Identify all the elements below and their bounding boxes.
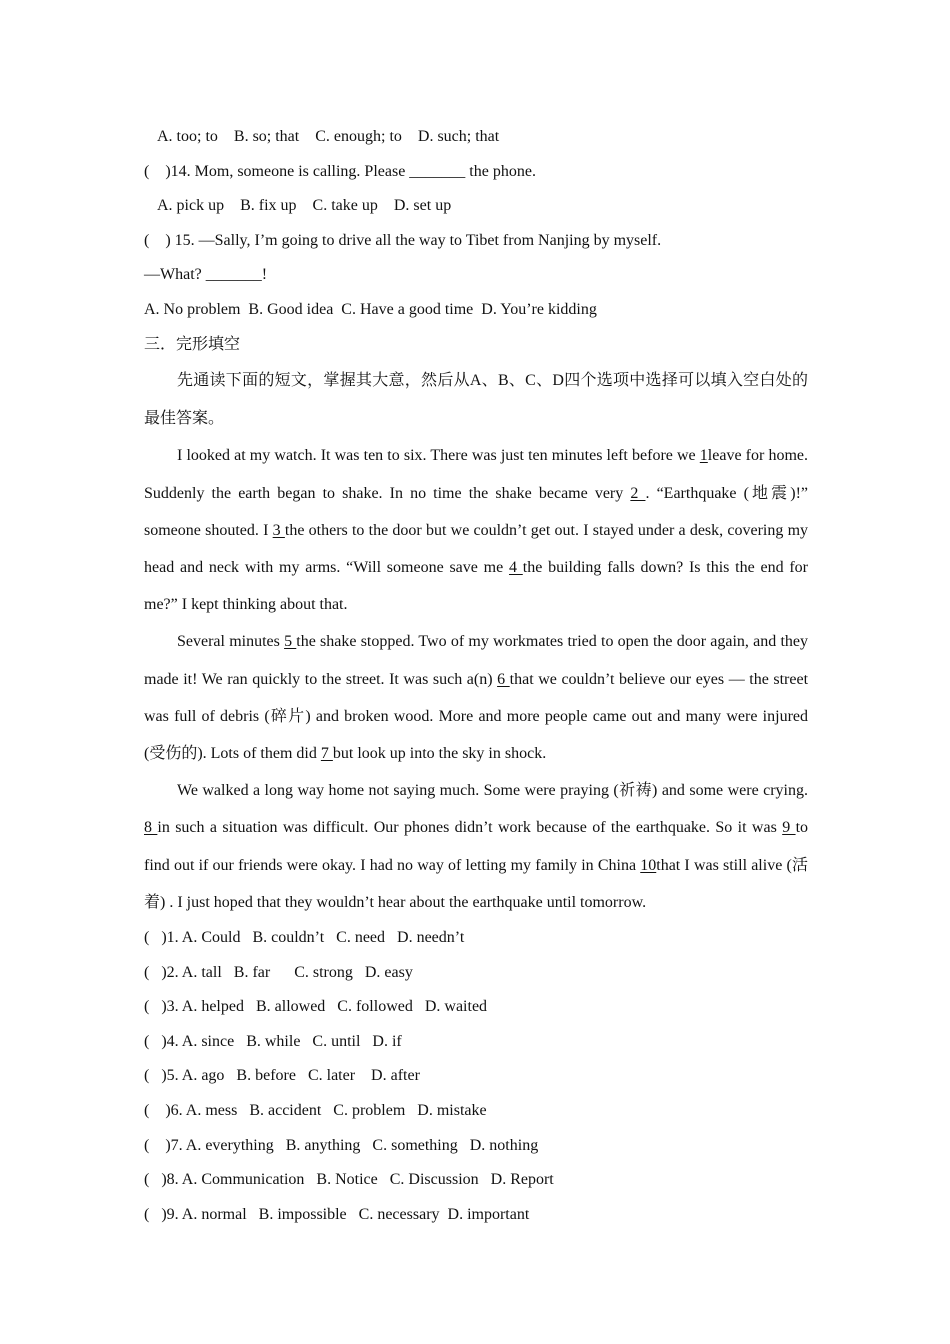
q14-stem: ( )14. Mom, someone is calling. Please _______ the phone.	[144, 162, 536, 180]
question-2: ( )2. A. tall B. far C. strong D. easy	[144, 963, 413, 981]
passage-text: leave for home. Suddenly the earth began to shake. In no time the shake became very	[144, 447, 809, 502]
q15-options: A. No problem B. Good idea C. Have a good time D. You’re kidding	[144, 300, 597, 318]
question-7: ( )7. A. everything B. anything C. something D. nothing	[144, 1136, 539, 1154]
passage-paragraph-3	[144, 772, 808, 921]
question-8: ( )8. A. Communication B. Notice C. Discussion D. Report	[144, 1171, 554, 1189]
blank-2: 2	[630, 484, 646, 502]
passage-text: We walked a long way home not saying much. Some were praying (祈祷) and some were crying.	[177, 782, 808, 800]
passage-text: that we couldn’t believe our eyes — the street was full of debris (碎片) and broken wood. More and more people came out and many were injured (受伤的). Lots of them did	[144, 670, 809, 762]
exam-page	[144, 120, 808, 1232]
q14-options: A. pick up B. fix up C. take up D. set up	[157, 197, 452, 215]
question-3: ( )3. A. helped B. allowed C. followed D. waited	[144, 998, 488, 1016]
passage-paragraph-2	[144, 623, 808, 772]
passage-text: the building falls down? Is this the end for me?” I kept thinking about that.	[144, 558, 809, 614]
section-instruction: 先通读下面的短文，掌握其大意，然后从A、B、C、D四个选项中选择可以填入空白处的最佳答案。	[144, 372, 808, 427]
passage-text: . “Earthquake (地震)!” someone shouted. I	[144, 484, 809, 539]
q15-stem: ( ) 15. —Sally, I’m going to drive all the way to Tibet from Nanjing by myself.	[144, 231, 662, 249]
passage-text: I looked at my watch. It was ten to six. There was just ten minutes left before we	[177, 447, 700, 465]
blank-7: 7	[320, 744, 333, 762]
blank-4: 4	[508, 558, 523, 576]
passage-text: but look up into the sky in shock.	[332, 744, 547, 762]
question-1: ( )1. A. Could B. couldn’t C. need D. needn’t	[144, 928, 465, 946]
q13-options: A. too; to B. so; that C. enough; to D. such; that	[157, 128, 500, 145]
passage-text: to find out if our friends were okay. I had no way of letting my family in China	[144, 819, 809, 874]
blank-10: 10	[640, 856, 657, 874]
section-heading: 三．完形填空	[144, 335, 241, 353]
question-9: ( )9. A. normal B. impossible C. necessary D. important	[144, 1205, 530, 1223]
passage-paragraph-1	[144, 437, 808, 623]
question-5: ( )5. A. ago B. before C. later D. after	[144, 1067, 420, 1085]
passage-text: that I was still alive (活着) . I just hoped that they wouldn’t hear about the earthquake until tomorrow.	[144, 856, 808, 911]
question-4: ( )4. A. since B. while C. until D. if	[144, 1032, 402, 1050]
blank-8: 8	[144, 819, 158, 837]
blank-5: 5	[284, 633, 297, 651]
passage-text: Several minutes	[177, 633, 285, 651]
blank-9: 9	[782, 819, 796, 837]
question-6: ( )6. A. mess B. accident C. problem D. mistake	[144, 1101, 487, 1119]
q15-reply: —What? _______!	[144, 266, 268, 284]
blank-6: 6	[497, 670, 510, 688]
passage-text: the others to the door but we couldn’t get out. I stayed under a desk, covering my head and neck with my arms. “Will someone save me	[144, 521, 809, 576]
passage-text: in such a situation was difficult. Our phones didn’t work because of the earthquake. So it was	[157, 819, 783, 837]
passage-text: the shake stopped. Two of my workmates tried to open the door again, and they made it! We ran quickly to the street. It was such a(n)	[144, 633, 809, 688]
blank-1: 1	[699, 447, 708, 465]
blank-3: 3	[272, 521, 285, 539]
